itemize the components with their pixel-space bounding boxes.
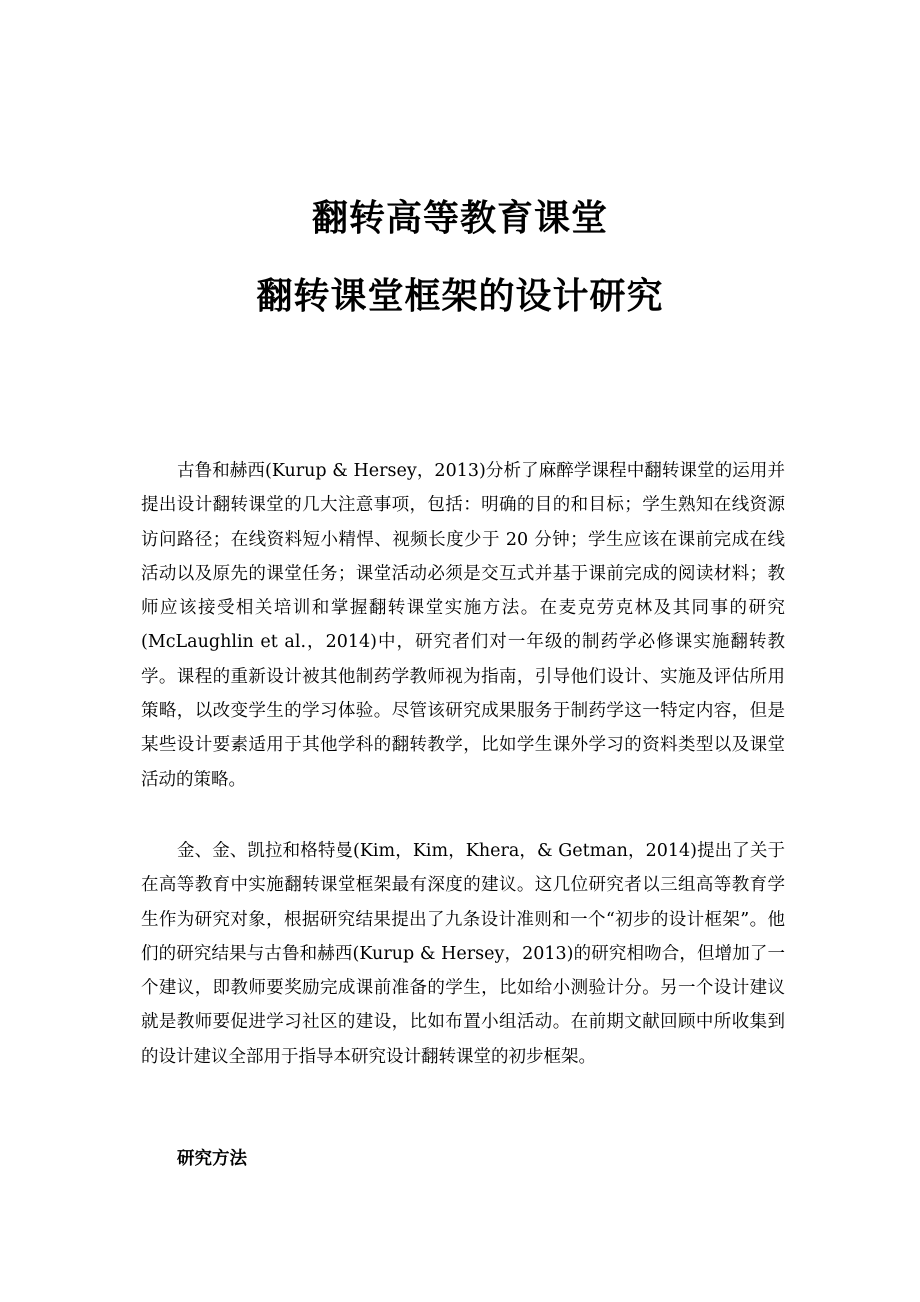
body-paragraph-2: 金、金、凯拉和格特曼(Kim，Kim，Khera，& Getman，2014)提出了关于在高等教育中实施翻转课堂框架最有深度的建议。这几位研究者以三组高等教育学生作为研究对象，根据研究结果提出了九条设计准则和一个“初步的设计框架”。他们的研究结果与古鲁和赫西(Kurup & Hersey，2013)的研究相吻合，但增加了一个建议，即教师要奖励完成课前准备的学生，比如给小测验计分。另一个设计建议就是教师要促进学习社区的建设，比如布置小组活动。在前期文献回顾中所收集到的设计建议全部用于指导本研究设计翻转课堂的初步框架。 (141, 841, 785, 1067)
document-subtitle: 翻转课堂框架的设计研究 (256, 275, 664, 317)
section-heading-methods: 研究方法 (177, 1149, 247, 1169)
body-paragraph-1: 古鲁和赫西(Kurup & Hersey，2013)分析了麻醉学课程中翻转课堂的运用并提出设计翻转课堂的几大注意事项，包括：明确的目的和目标；学生熟知在线资源访问路径；在线资料短小精悍、视频长度少于 20 分钟；学生应该在课前完成在线活动以及原先的课堂任务；课堂活动必须是交互式并基于课前完成的阅读材料；教师应该接受相关培训和掌握翻转课堂实施方法。在麦克劳克林及其同事的研究(McLaughlin et al.，2014)中，研究者们对一年级的制药学必修课实施翻转教学。课程的重新设计被其他制药学教师视为指南，引导他们设计、实施及评估所用策略，以改变学生的学习体验。尽管该研究成果服务于制药学这一特定内容，但是某些设计要素适用于其他学科的翻转教学，比如学生课外学习的资料类型以及课堂活动的策略。 (141, 461, 785, 790)
document-title: 翻转高等教育课堂 (311, 197, 608, 239)
